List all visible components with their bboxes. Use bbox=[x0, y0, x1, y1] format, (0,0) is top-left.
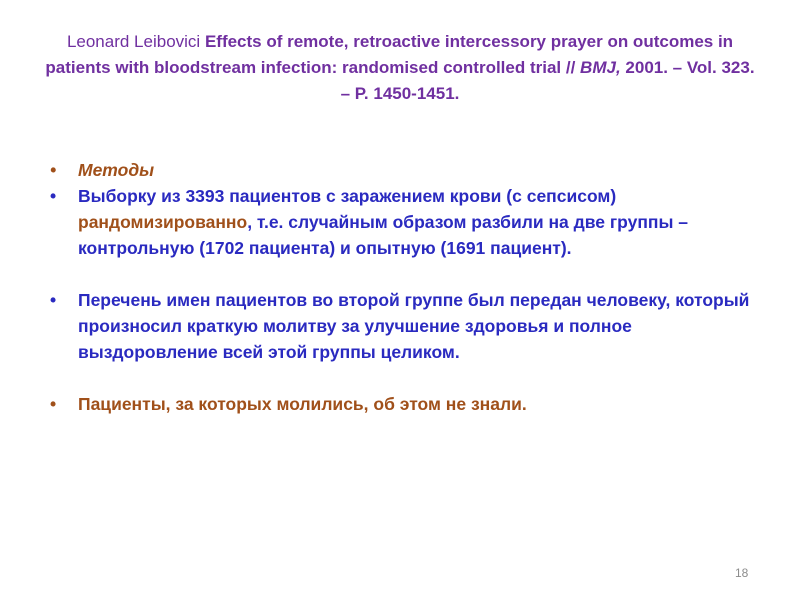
slide-title bbox=[40, 29, 760, 107]
bullet-item-list-passed bbox=[50, 287, 760, 365]
bullet-item-methods bbox=[50, 157, 760, 183]
sample-text-part2: , т.е. случайным образом разбили на две группы – контрольную (1702 пациента) и опытную (1691 пациент). bbox=[78, 212, 689, 258]
title-article: Effects of remote, retroactive intercessory prayer on outcomes in patients with bloodstream infection: randomised controlled trial // bbox=[45, 32, 734, 77]
bullet-dot-icon: • bbox=[50, 186, 57, 206]
bullet-dot-icon: • bbox=[50, 160, 57, 180]
bullet-item-unaware bbox=[50, 391, 760, 417]
title-journal: BMJ, bbox=[580, 58, 621, 77]
sample-text-part1: Выборку из 3393 пациентов с заражением крови (с сепсисом) bbox=[78, 186, 617, 206]
page-number: 18 bbox=[735, 566, 749, 580]
bullet-list bbox=[50, 157, 760, 417]
title-citation: 2001. – Vol. 323. – P. 1450-1451. bbox=[340, 58, 755, 103]
bullet-dot-icon: • bbox=[50, 394, 57, 414]
bullet-item-sample bbox=[50, 183, 760, 261]
unaware-text: Пациенты, за которых молились, об этом не знали. bbox=[78, 394, 527, 414]
bullet-dot-icon: • bbox=[50, 290, 57, 310]
title-author: Leonard Leibovici bbox=[66, 32, 201, 51]
sample-highlight: рандомизированно bbox=[78, 212, 248, 232]
list-passed-text: Перечень имен пациентов во второй группе был передан человеку, который произносил краткую молитву за улучшение здоровья и полное выздоровление всей этой группы целиком. bbox=[78, 290, 750, 362]
methods-heading: Методы bbox=[78, 160, 155, 180]
